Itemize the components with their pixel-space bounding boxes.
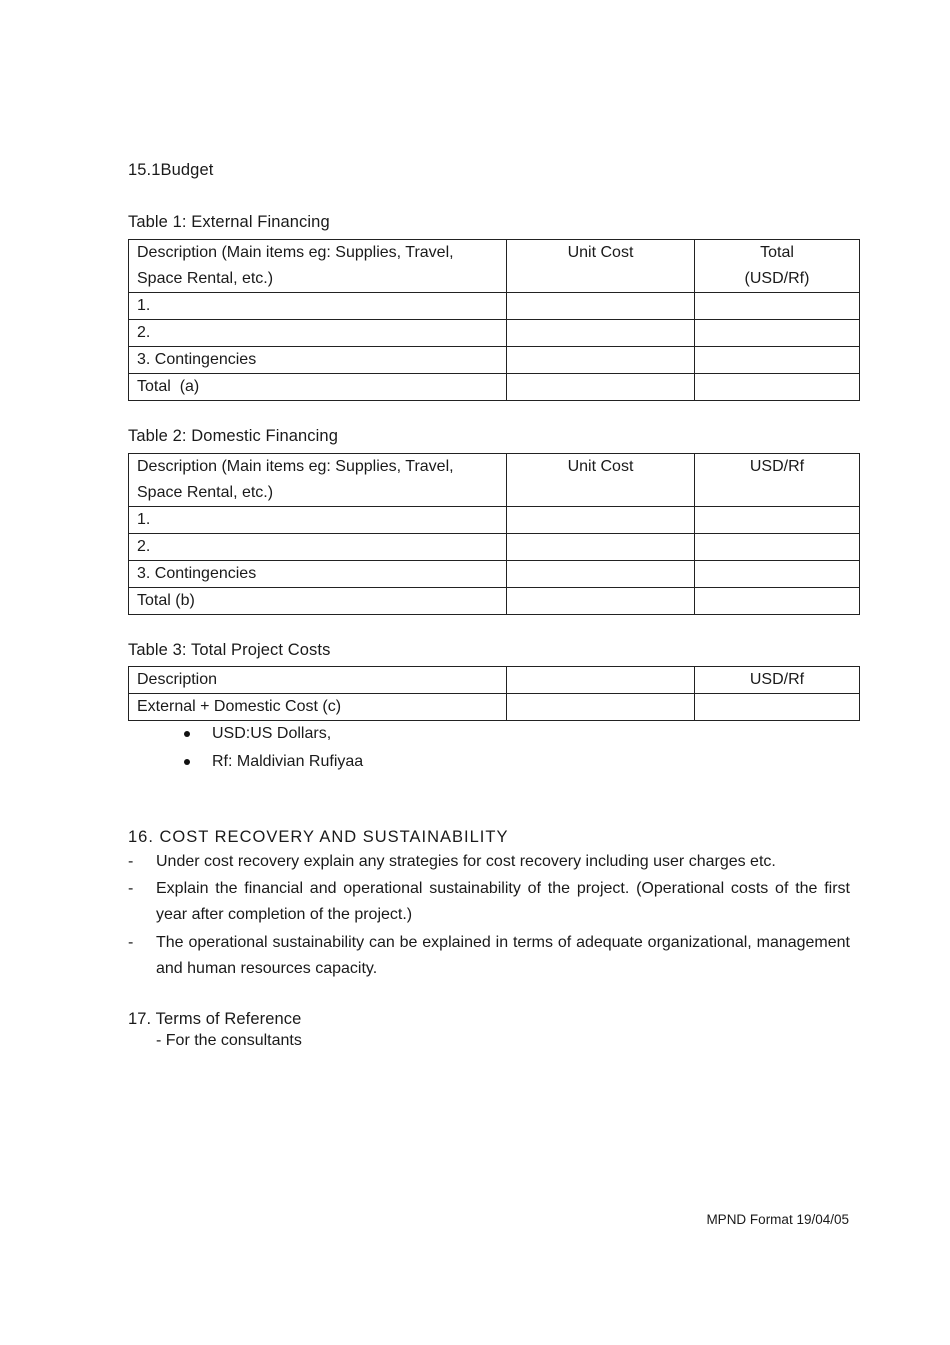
unit-cost-cell: [507, 507, 695, 534]
list-item: [128, 849, 850, 875]
footer-format-note: MPND Format 19/04/05: [706, 1212, 849, 1227]
bullet-icon: [184, 759, 190, 765]
currency-notes-list: [184, 720, 363, 776]
blank-header: [507, 667, 695, 694]
table-row: [129, 561, 860, 588]
section16-heading: 16. COST RECOVERY AND SUSTAINABILITY: [128, 828, 509, 846]
unit-cost-header: Unit Cost: [507, 454, 695, 507]
total-cell: [695, 561, 860, 588]
list-item: [184, 720, 363, 748]
currency-header: USD/Rf: [695, 667, 860, 694]
unit-cost-cell: [507, 588, 695, 615]
description-header: Description: [129, 667, 507, 694]
table-row: [129, 347, 860, 374]
external-financing-table: [128, 239, 860, 401]
dash-marker: -: [128, 934, 134, 951]
currency-header: USD/Rf: [695, 454, 860, 507]
unit-cost-cell: [507, 534, 695, 561]
table-header-row: [129, 454, 860, 507]
total-cell: [695, 507, 860, 534]
unit-cost-cell: [507, 320, 695, 347]
item-text: The operational sustainability can be explained in terms of adequate organizational, management and human resources capacity.: [156, 934, 850, 977]
description-header: Description (Main items eg: Supplies, Travel, Space Rental, etc.): [129, 454, 507, 507]
unit-cost-cell: [507, 374, 695, 401]
table2-caption: Table 2: Domestic Financing: [128, 427, 338, 445]
dash-marker: -: [128, 880, 134, 897]
total-cell: [695, 320, 860, 347]
unit-cost-cell: [507, 293, 695, 320]
item-text: Explain the financial and operational sustainability of the project. (Operational costs of the first year after completion of the project.): [156, 880, 850, 923]
table-header-row: [129, 240, 860, 293]
total-cell: [695, 347, 860, 374]
row-label: 2.: [129, 320, 507, 347]
table3-caption: Table 3: Total Project Costs: [128, 641, 331, 659]
total-cell: [695, 534, 860, 561]
blank-cell: [507, 694, 695, 721]
row-label: 1.: [129, 293, 507, 320]
table-row: [129, 293, 860, 320]
dash-marker: -: [128, 853, 134, 870]
section17-item: - For the consultants: [156, 1032, 302, 1049]
table-row: [129, 588, 860, 615]
list-item: [128, 930, 850, 982]
unit-cost-header: Unit Cost: [507, 240, 695, 293]
table-row: [129, 320, 860, 347]
item-text: Under cost recovery explain any strategies for cost recovery including user charges etc.: [156, 853, 776, 870]
total-cell: [695, 293, 860, 320]
row-label: 2.: [129, 534, 507, 561]
unit-cost-cell: [507, 347, 695, 374]
table-row: [129, 534, 860, 561]
budget-heading: 15.1Budget: [128, 161, 214, 179]
description-header: Description (Main items eg: Supplies, Travel, Space Rental, etc.): [129, 240, 507, 293]
total-cell: [695, 374, 860, 401]
row-label: 3. Contingencies: [129, 347, 507, 374]
list-item: [184, 748, 363, 776]
note-text: USD:US Dollars,: [212, 725, 332, 742]
total-project-costs-table: [128, 666, 860, 721]
bullet-icon: [184, 731, 190, 737]
table1-caption: Table 1: External Financing: [128, 213, 330, 231]
note-text: Rf: Maldivian Rufiyaa: [212, 753, 364, 770]
unit-cost-cell: [507, 561, 695, 588]
total-cell: [695, 588, 860, 615]
row-label: Total (b): [129, 588, 507, 615]
total-header-line2: (USD/Rf): [744, 270, 810, 287]
row-label: 1.: [129, 507, 507, 534]
section17-heading: 17. Terms of Reference: [128, 1010, 302, 1028]
table-row: [129, 374, 860, 401]
total-header-line1: Total: [760, 244, 794, 261]
table-row: [129, 694, 860, 721]
total-cell: [695, 694, 860, 721]
list-item: [128, 876, 850, 928]
row-label: 3. Contingencies: [129, 561, 507, 588]
domestic-financing-table: [128, 453, 860, 615]
row-label: Total (a): [129, 374, 507, 401]
total-header: [695, 240, 860, 293]
table-header-row: [129, 667, 860, 694]
row-label: External + Domestic Cost (c): [129, 694, 507, 721]
table-row: [129, 507, 860, 534]
